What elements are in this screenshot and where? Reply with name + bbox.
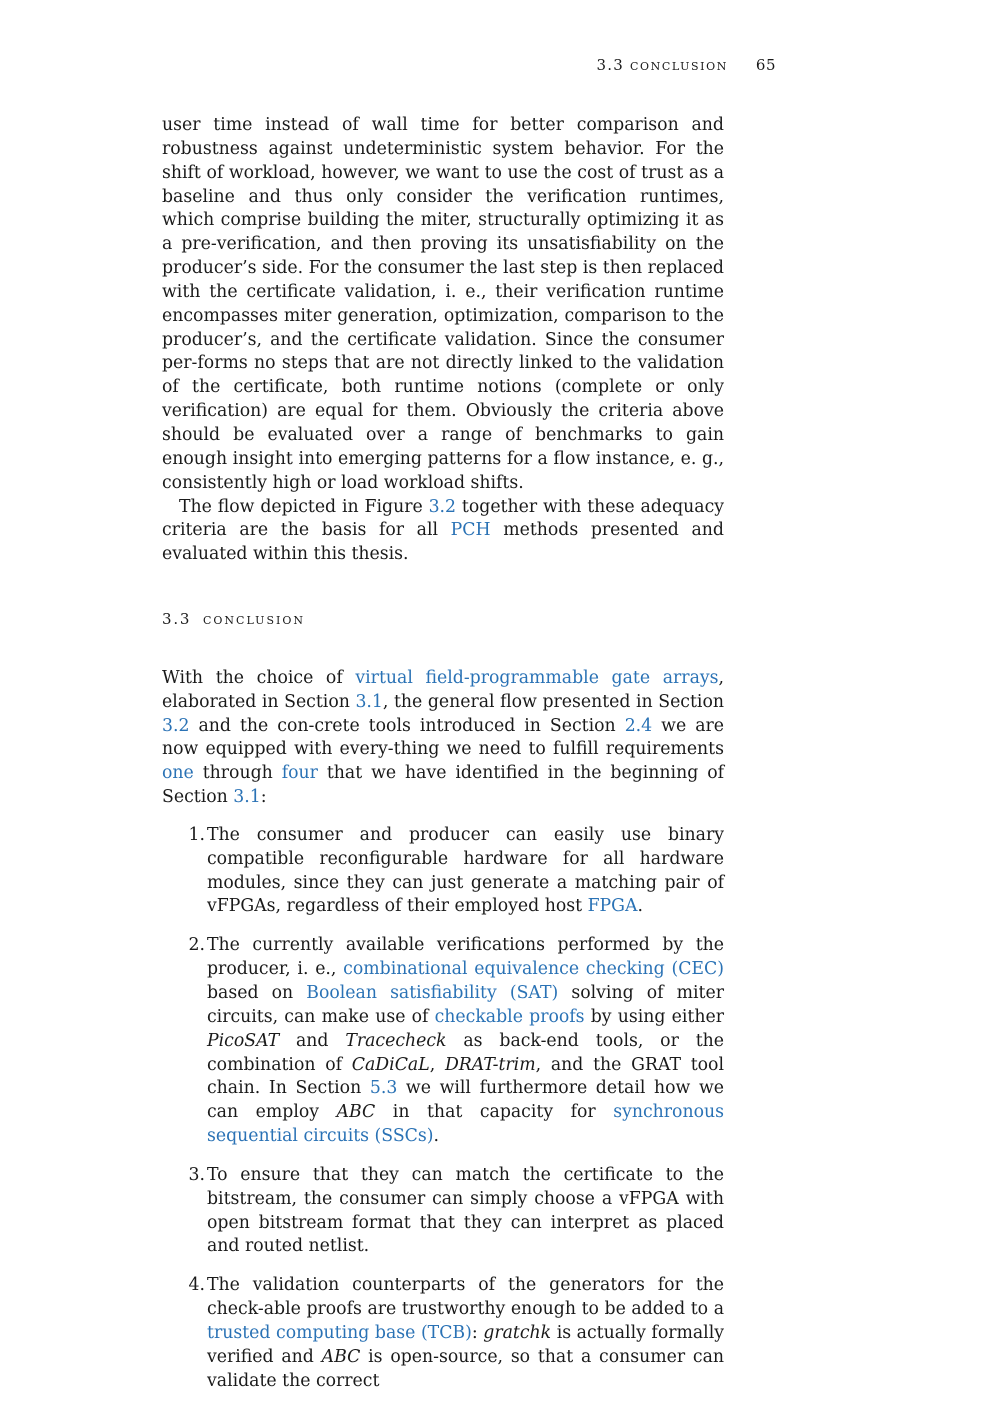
tool-name: Tracecheck bbox=[345, 1030, 447, 1051]
acronym-pch-link[interactable]: PCH bbox=[450, 520, 491, 541]
text-run: With the choice of bbox=[162, 667, 356, 688]
requirement-one-link[interactable]: one bbox=[162, 763, 194, 784]
running-header bbox=[560, 56, 776, 74]
list-item bbox=[188, 1274, 724, 1393]
section-ref-link[interactable]: 2.4 bbox=[624, 715, 653, 736]
text-run: , the general flow presented in Section bbox=[382, 691, 724, 712]
list-item-number: 4. bbox=[188, 1275, 205, 1296]
text-run: The currently available verifications performed by the producer, i. e., bbox=[207, 935, 724, 980]
text-run: methods presented and evaluated within this thesis. bbox=[162, 520, 724, 565]
text-run: in that capacity for bbox=[375, 1102, 614, 1123]
text-run: : bbox=[260, 787, 267, 808]
tool-name: ABC bbox=[336, 1102, 376, 1123]
text-run: , and the GRAT tool chain. In Section bbox=[207, 1054, 724, 1099]
text-run: and the con-crete tools introduced in Section bbox=[189, 715, 625, 736]
section-ref-link[interactable]: 5.3 bbox=[369, 1078, 398, 1099]
text-run: : bbox=[471, 1322, 484, 1343]
text-run: by using either bbox=[584, 1006, 724, 1027]
glossary-checkable-proofs-link[interactable]: checkable proofs bbox=[434, 1006, 585, 1027]
header-section-title: conclusion bbox=[629, 56, 728, 74]
tool-name: CaDiCaL bbox=[351, 1054, 430, 1075]
text-run: we will furthermore detail how we can employ bbox=[207, 1078, 724, 1123]
text-run: as back-end tools, or the combination of bbox=[207, 1030, 724, 1075]
requirement-four-link[interactable]: four bbox=[281, 763, 318, 784]
text-run: , bbox=[429, 1054, 445, 1075]
section-number: 3.3 bbox=[162, 610, 192, 629]
list-item bbox=[188, 824, 724, 919]
text-run: we are now equipped with every-thing we need to fulfill requirements bbox=[162, 715, 724, 760]
section-ref-link[interactable]: 3.1 bbox=[233, 787, 261, 808]
text-run: The flow depicted in Figure bbox=[179, 496, 429, 517]
paragraph-flow-criteria bbox=[162, 496, 724, 568]
glossary-tcb-link[interactable]: trusted computing base (TCB) bbox=[207, 1322, 472, 1343]
figure-ref-link[interactable]: 3.2 bbox=[428, 496, 457, 517]
text-run: , elaborated in Section bbox=[162, 667, 724, 712]
header-section-number: 3.3 bbox=[596, 56, 624, 74]
text-run: together with these adequacy criteria are the basis for all bbox=[162, 496, 725, 541]
text-run: through bbox=[193, 763, 282, 784]
list-item-number: 2. bbox=[188, 935, 205, 956]
section-title: conclusion bbox=[203, 610, 305, 629]
tool-name: gratchk bbox=[483, 1322, 552, 1343]
text-run: solving of miter circuits, can make use of bbox=[207, 983, 724, 1027]
text-run: . bbox=[637, 896, 643, 917]
section-heading bbox=[162, 608, 724, 632]
section-ref-link[interactable]: 3.1 bbox=[355, 691, 383, 712]
list-item-number: 3. bbox=[188, 1164, 205, 1185]
body-text bbox=[162, 114, 724, 1409]
list-item-number: 1. bbox=[188, 824, 205, 845]
text-run: To ensure that they can match the certificate to the bitstream, the consumer can simply choose a vFPGA with open bitstream format that they can interpret as placed and routed netlist. bbox=[207, 1164, 724, 1257]
glossary-sat-link[interactable]: Boolean satisfiability (SAT) bbox=[306, 983, 559, 1003]
glossary-cec-link[interactable]: combinational equivalence checking (CEC) bbox=[343, 959, 724, 980]
tool-name: ABC bbox=[321, 1346, 361, 1367]
text-run: based on bbox=[207, 983, 307, 1003]
tool-name: DRAT-trim bbox=[444, 1054, 536, 1075]
text-run: The validation counterparts of the generators for the check-able proofs are trustworthy enough to be added to a bbox=[207, 1275, 724, 1320]
text-run: and bbox=[279, 1030, 346, 1051]
list-item bbox=[188, 1164, 724, 1259]
text-run: . bbox=[433, 1126, 439, 1147]
tool-name: PicoSAT bbox=[207, 1030, 280, 1051]
text-run: that we have identified in the beginning of Section bbox=[162, 763, 724, 808]
paragraph-conclusion-intro bbox=[162, 667, 724, 810]
requirements-list bbox=[162, 824, 724, 1394]
text-run: is open-source, so that a consumer can validate the correct bbox=[207, 1346, 724, 1391]
page-number: 65 bbox=[755, 56, 776, 74]
glossary-ssc-link[interactable]: synchronous sequential circuits (SSCs) bbox=[207, 1102, 724, 1147]
text-run: is actually formally verified and bbox=[207, 1322, 724, 1367]
text-run: The consumer and producer can easily use binary compatible reconfigurable hardware for all hardware modules, since they can just generate a matching pair of vFPGAs, regardless of their employed host bbox=[207, 824, 724, 917]
section-ref-link[interactable]: 3.2 bbox=[162, 715, 190, 736]
glossary-vfpga-link[interactable]: virtual field-programmable gate arrays bbox=[355, 667, 719, 688]
list-item bbox=[188, 934, 724, 1149]
paragraph-continued: user time instead of wall time for better comparison and robustness against undeterministic system behavior. For the shift of workload, however, we want to use the cost of trust as a baseline and thus only consider the verification runtimes, which comprise building the miter, structurally optimizing it as a pre-verification, and then proving its unsatisfiability on the producer’s side. For the consumer the last step is then replaced with the certificate validation, i. e., their verification runtime encompasses miter generation, optimization, comparison to the producer’s, and the certificate validation. Since the consumer per-forms no steps that are not directly linked to the validation of the certificate, both runtime notions (complete or only verification) are equal for them. Obviously the criteria above should be evaluated over a range of benchmarks to gain enough insight into emerging patterns for a flow instance, e. g., consistently high or load workload shifts. bbox=[162, 115, 724, 493]
acronym-fpga-link[interactable]: FPGA bbox=[587, 896, 638, 917]
